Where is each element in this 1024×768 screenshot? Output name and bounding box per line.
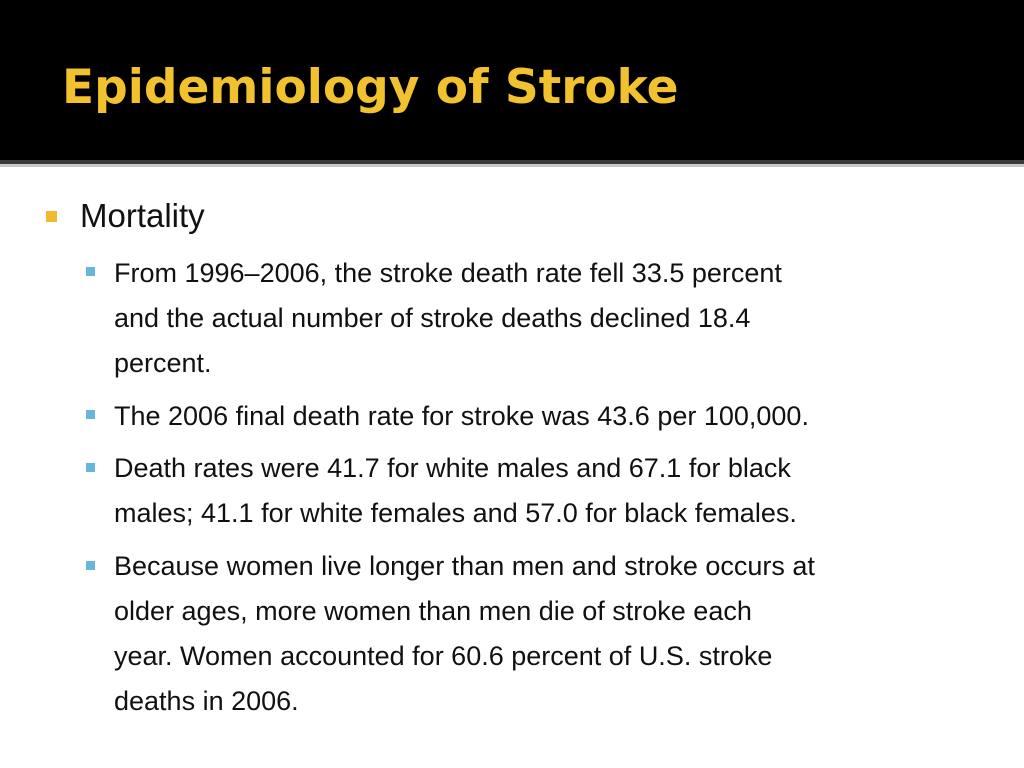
square-bullet-icon [86,410,95,419]
list-item-line: From 1996–2006, the stroke death rate fell 33.5 percent [114,258,782,288]
list-item-line: The 2006 final death rate for stroke was 43.6 per 100,000. [114,401,809,431]
list-item-line: Death rates were 41.7 for white males and 67.1 for black [114,453,791,483]
list-item [114,394,1009,439]
list-item-line: percent. [114,348,212,378]
square-bullet-icon [86,463,95,472]
list-item [114,251,1009,386]
list-item [114,544,1009,724]
list-item [114,446,1009,536]
list-item-line: Because women live longer than men and stroke occurs at [114,551,815,581]
square-bullet-icon [86,267,95,276]
list-item-line: and the actual number of stroke deaths declined 18.4 [114,303,751,333]
list-item-line: older ages, more women than men die of stroke each [114,596,752,626]
square-bullet-icon [86,561,95,570]
list-item-line: year. Women accounted for 60.6 percent of U.S. stroke [114,641,773,671]
heading-mortality: Mortality [80,197,205,234]
list-item-line: deaths in 2006. [114,686,299,716]
list-item-line: males; 41.1 for white females and 57.0 for black females. [114,498,797,528]
square-bullet-icon [46,211,57,222]
slide-title: Epidemiology of Stroke [62,60,679,115]
